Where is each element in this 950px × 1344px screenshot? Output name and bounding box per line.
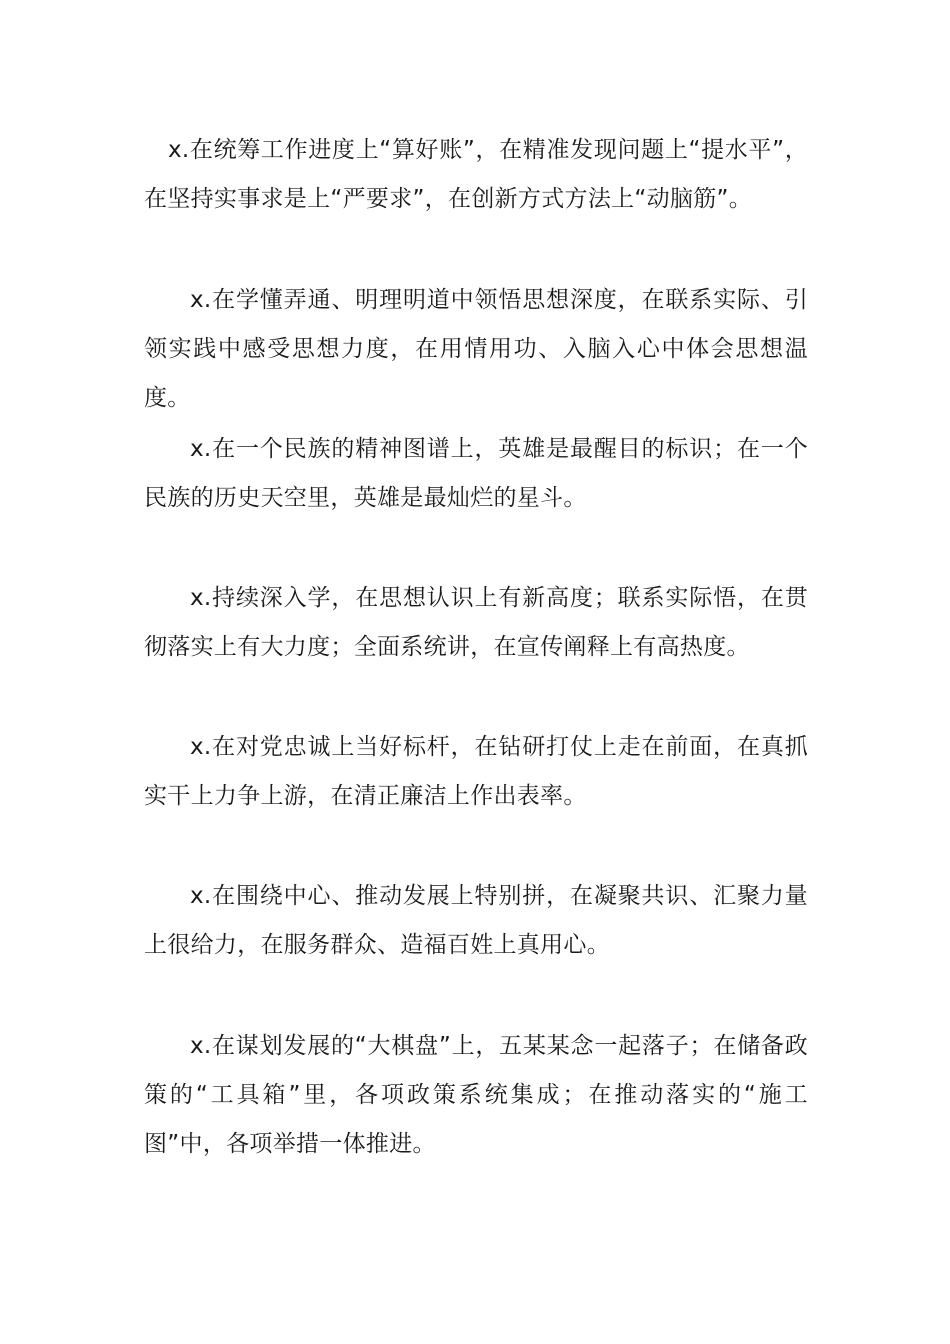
paragraph-1: x.在统筹工作进度上“算好账”，在精准发现问题上“提水平”，在坚持实事求是上“严要求”，在创新方式方法上“动脑筋”。 bbox=[144, 137, 808, 212]
paragraph-6: x.在围绕中心、推动发展上特别拼，在凝聚共识、汇聚力量上很给力，在服务群众、造福百姓上真用心。 bbox=[144, 883, 808, 958]
paragraph-3: x.在一个民族的精神图谱上，英雄是最醒目的标识；在一个民族的历史天空里，英雄是最灿烂的星斗。 bbox=[144, 436, 808, 511]
paragraph-4: x.持续深入学，在思想认识上有新高度；联系实际悟，在贯彻落实上有大力度；全面系统讲，在宣传阐释上有高热度。 bbox=[144, 585, 808, 660]
paragraph-2: x.在学懂弄通、明理明道中领悟思想深度，在联系实际、引领实践中感受思想力度，在用情用功、入脑入心中体会思想温度。 bbox=[144, 287, 808, 411]
paragraph-5: x.在对党忠诚上当好标杆，在钻研打仗上走在前面，在真抓实干上力争上游，在清正廉洁上作出表率。 bbox=[144, 734, 808, 809]
paragraph-7: x.在谋划发展的“大棋盘”上，五某某念一起落子；在储备政策的“工具箱”里，各项政策系统集成；在推动落实的“施工图”中，各项举措一体推进。 bbox=[144, 1033, 808, 1157]
